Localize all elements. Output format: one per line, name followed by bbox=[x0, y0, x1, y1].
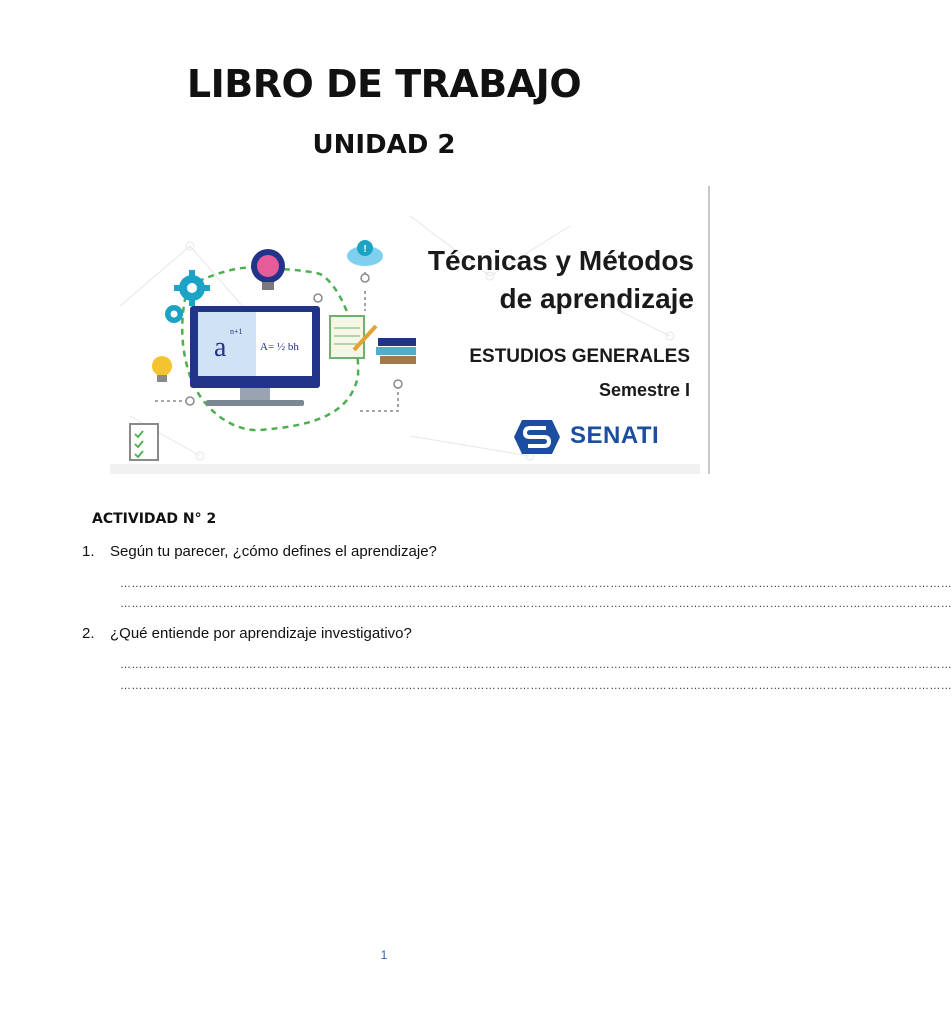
banner-semester: Semestre I bbox=[598, 380, 690, 400]
question-1 bbox=[82, 543, 437, 560]
banner-program: ESTUDIOS GENERALES bbox=[469, 346, 690, 367]
formula-symbol: a bbox=[214, 332, 227, 363]
question-2 bbox=[82, 625, 412, 642]
course-banner bbox=[110, 186, 710, 474]
banner-course-title bbox=[374, 242, 694, 318]
checklist-icon bbox=[130, 424, 158, 460]
svg-text:!: ! bbox=[363, 244, 367, 255]
question-text: Según tu parecer, ¿cómo defines el aprendizaje? bbox=[110, 543, 437, 560]
question-text: ¿Qué entiende por aprendizaje investigativo? bbox=[110, 625, 412, 642]
lightbulb-icon bbox=[152, 356, 172, 382]
senati-logo-text: SENATI bbox=[570, 422, 660, 449]
formula-area: A= ½ bh bbox=[260, 341, 299, 353]
banner-title-line1: Técnicas y Métodos bbox=[427, 245, 694, 276]
activity-heading: ACTIVIDAD N° 2 bbox=[92, 511, 217, 527]
small-gear-icon bbox=[165, 305, 183, 323]
question-number: 1. bbox=[82, 543, 95, 560]
gear-icon bbox=[174, 270, 210, 306]
document-title: LIBRO DE TRABAJO bbox=[186, 62, 582, 106]
brain-bulb-icon bbox=[251, 249, 285, 290]
banner-title-line2: de aprendizaje bbox=[499, 283, 694, 314]
unit-subtitle: UNIDAD 2 bbox=[312, 130, 456, 160]
notebook-icon bbox=[330, 316, 376, 358]
question-number: 2. bbox=[82, 625, 95, 642]
answer-line: ………………………………………………………………………………………………………………………………………………………………………………………………… bbox=[120, 598, 952, 610]
answer-line: ………………………………………………………………………………………………………………………………………………………………………………………………… bbox=[120, 578, 952, 590]
banner-right-border bbox=[708, 186, 710, 474]
page-number: 1 bbox=[380, 948, 388, 962]
answer-line: ………………………………………………………………………………………………………………………………………………………………………………………………… bbox=[120, 659, 952, 671]
formula-exponent: n+1 bbox=[230, 327, 243, 336]
senati-logo-icon bbox=[514, 418, 560, 456]
answer-line: ………………………………………………………………………………………………………………………………………………………………………………………………… bbox=[120, 680, 952, 692]
computer-monitor-icon bbox=[190, 306, 320, 406]
